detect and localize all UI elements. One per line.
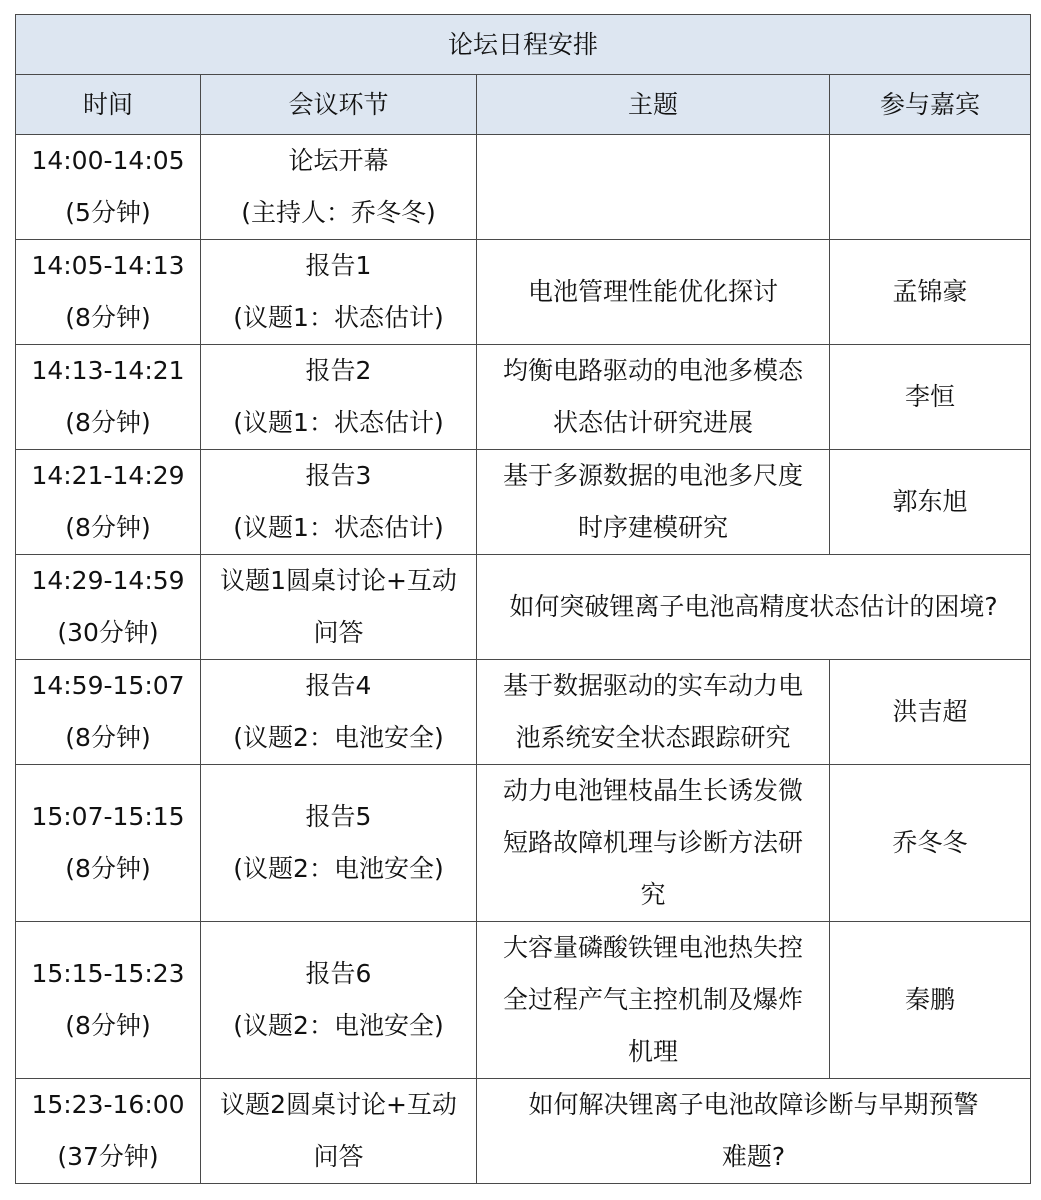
topic-cell: [477, 765, 830, 922]
time-range: 14:29-14:59: [31, 566, 185, 595]
session-detail: (议题1：状态估计): [233, 408, 444, 437]
topic-line: 如何突破锂离子电池高精度状态估计的困境?: [509, 592, 998, 621]
time-range: 14:00-14:05: [31, 146, 185, 175]
session-name: 报告1: [305, 251, 372, 280]
topic-line: 基于数据驱动的实车动力电: [502, 671, 803, 700]
session-cell: [201, 135, 477, 240]
table-header-row: [16, 75, 1031, 135]
topic-line: 机理: [627, 1037, 678, 1066]
session-detail: (议题2：电池安全): [233, 1011, 444, 1040]
table-row: [16, 922, 1031, 1079]
speaker-cell: 孟锦豪: [830, 240, 1031, 345]
session-detail: (议题1：状态估计): [233, 303, 444, 332]
duration: (5分钟): [65, 198, 151, 227]
topic-cell: [477, 922, 830, 1079]
session-detail: (议题2：电池安全): [233, 854, 444, 883]
topic-line: 状态估计研究进展: [552, 408, 753, 437]
session-name: 报告2: [305, 356, 372, 385]
roundtable-topic-cell: [477, 555, 1031, 660]
session-cell: [201, 345, 477, 450]
header-speaker: 参与嘉宾: [830, 75, 1031, 135]
topic-cell: [477, 450, 830, 555]
session-cell: [201, 765, 477, 922]
time-range: 14:21-14:29: [31, 461, 185, 490]
topic-cell: [477, 240, 830, 345]
session-name: 报告3: [305, 461, 372, 490]
time-cell: [16, 922, 201, 1079]
time-range: 15:07-15:15: [31, 802, 185, 831]
session-cell: [201, 240, 477, 345]
session-detail: 问答: [313, 1142, 364, 1171]
session-cell: [201, 922, 477, 1079]
time-range: 14:59-15:07: [31, 671, 185, 700]
time-cell: [16, 555, 201, 660]
session-detail: (主持人：乔冬冬): [241, 198, 436, 227]
speaker-cell: 洪吉超: [830, 660, 1031, 765]
table-row: [16, 555, 1031, 660]
table-row: [16, 345, 1031, 450]
header-topic: 主题: [477, 75, 830, 135]
topic-cell: [477, 660, 830, 765]
time-cell: [16, 135, 201, 240]
session-cell: [201, 1079, 477, 1184]
time-range: 15:23-16:00: [31, 1090, 185, 1119]
speaker-cell: 李恒: [830, 345, 1031, 450]
header-time: 时间: [16, 75, 201, 135]
schedule-table: [15, 14, 1031, 1184]
time-range: 15:15-15:23: [31, 959, 185, 988]
roundtable-topic-cell: [477, 1079, 1031, 1184]
table-title: 论坛日程安排: [16, 15, 1031, 75]
time-cell: [16, 240, 201, 345]
topic-line: 全过程产气主控机制及爆炸: [502, 985, 803, 1014]
duration: (30分钟): [57, 618, 159, 647]
table-row: [16, 240, 1031, 345]
topic-line: 短路故障机理与诊断方法研: [502, 828, 803, 857]
session-cell: [201, 555, 477, 660]
topic-line: 动力电池锂枝晶生长诱发微: [502, 776, 803, 805]
session-cell: [201, 450, 477, 555]
duration: (8分钟): [65, 513, 151, 542]
speaker-cell: 乔冬冬: [830, 765, 1031, 922]
table-row: [16, 660, 1031, 765]
topic-line: 池系统安全状态跟踪研究: [515, 723, 791, 752]
duration: (8分钟): [65, 303, 151, 332]
session-name: 议题1圆桌讨论+互动: [220, 566, 457, 595]
session-detail: 问答: [313, 618, 364, 647]
duration: (37分钟): [57, 1142, 159, 1171]
time-range: 14:05-14:13: [31, 251, 185, 280]
topic-line: 难题?: [721, 1142, 786, 1171]
table-title-row: [16, 15, 1031, 75]
time-range: 14:13-14:21: [31, 356, 185, 385]
duration: (8分钟): [65, 1011, 151, 1040]
session-name: 报告5: [305, 802, 372, 831]
session-name: 议题2圆桌讨论+互动: [220, 1090, 457, 1119]
topic-line: 究: [640, 880, 666, 909]
session-detail: (议题2：电池安全): [233, 723, 444, 752]
time-cell: [16, 450, 201, 555]
duration: (8分钟): [65, 408, 151, 437]
topic-line: 基于多源数据的电池多尺度: [502, 461, 803, 490]
time-cell: [16, 1079, 201, 1184]
duration: (8分钟): [65, 723, 151, 752]
topic-line: 如何解决锂离子电池故障诊断与早期预警: [528, 1090, 979, 1119]
session-name: 报告4: [305, 671, 372, 700]
topic-line: 大容量磷酸铁锂电池热失控: [502, 933, 803, 962]
session-detail: (议题1：状态估计): [233, 513, 444, 542]
session-name: 报告6: [305, 959, 372, 988]
speaker-cell: 郭东旭: [830, 450, 1031, 555]
time-cell: [16, 660, 201, 765]
header-session: 会议环节: [201, 75, 477, 135]
table-row: [16, 135, 1031, 240]
time-cell: [16, 345, 201, 450]
topic-line: 均衡电路驱动的电池多模态: [502, 356, 803, 385]
topic-cell: [477, 135, 830, 240]
topic-cell: [477, 345, 830, 450]
session-name: 论坛开幕: [288, 146, 389, 175]
duration: (8分钟): [65, 854, 151, 883]
session-cell: [201, 660, 477, 765]
table-row: [16, 450, 1031, 555]
table-row: [16, 765, 1031, 922]
speaker-cell: [830, 135, 1031, 240]
time-cell: [16, 765, 201, 922]
speaker-cell: 秦鹏: [830, 922, 1031, 1079]
table-row: [16, 1079, 1031, 1184]
topic-line: 时序建模研究: [577, 513, 728, 542]
topic-line: 电池管理性能优化探讨: [527, 277, 778, 306]
